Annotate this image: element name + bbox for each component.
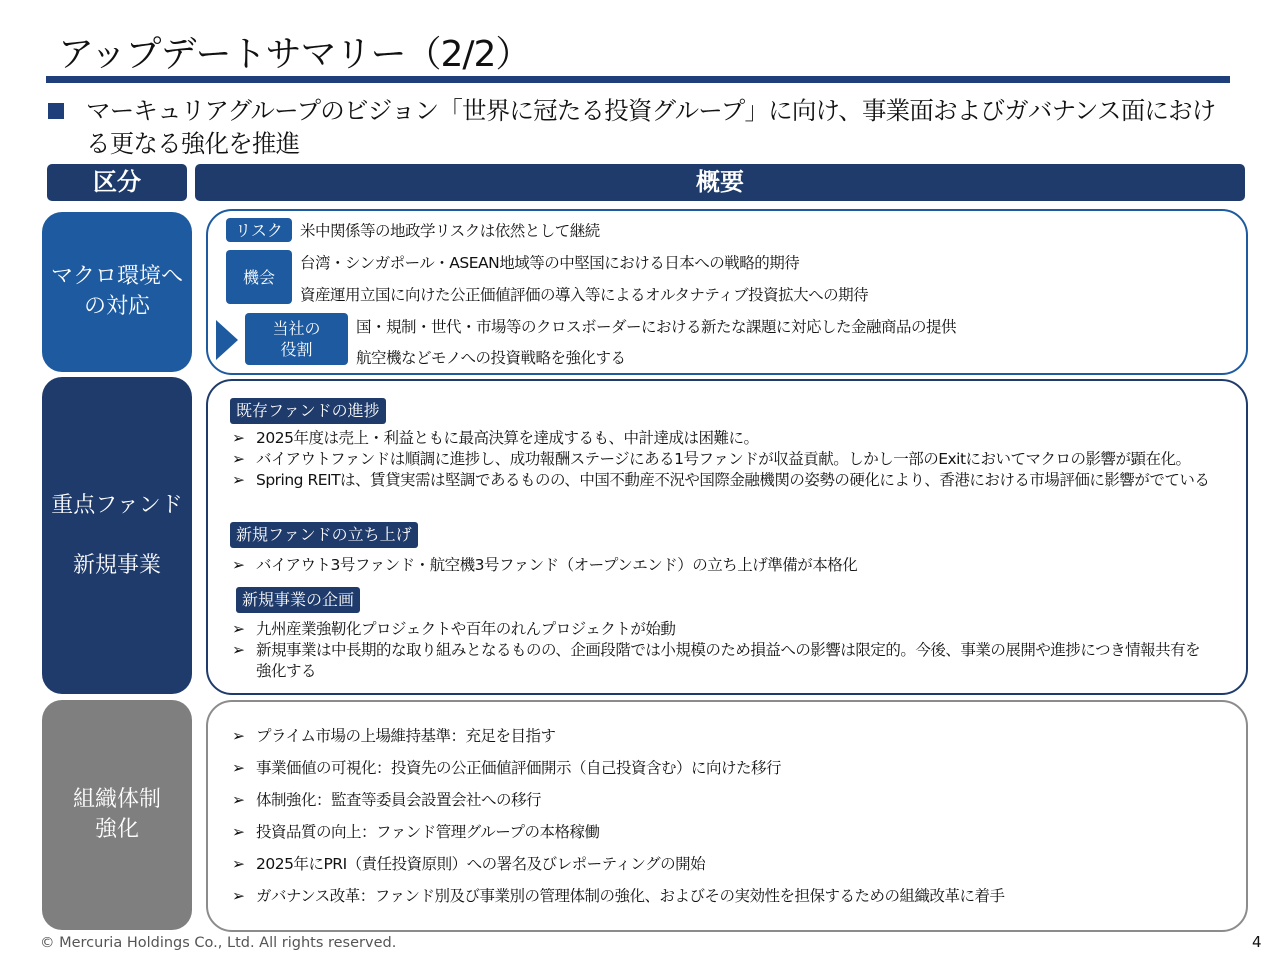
category-org-line2: 強化 (94, 817, 139, 842)
list-item: ➢ プライム市場の上場維持基準：充足を目指す (232, 727, 556, 745)
arrow-bullet-icon: ➢ (232, 759, 245, 777)
opportunity-tag: 機会 (226, 250, 292, 304)
list-item: ➢ バイアウトファンドは順調に進捗し、成功報酬ステージにある1号ファンドが収益貢献。しかし一部のExitにおいてマクロの影響が顕在化。 (232, 450, 1191, 468)
risk-tag: リスク (226, 218, 292, 242)
list-item: ➢ 九州産業強靭化プロジェクトや百年のれんプロジェクトが始動 (232, 620, 676, 638)
category-org-line1: 組織体制 (72, 787, 161, 812)
arrow-bullet-icon: ➢ (232, 823, 245, 841)
fund-section-tag: 既存ファンドの進捗 (230, 398, 386, 424)
category-fund-line2: 新規事業 (72, 552, 161, 578)
role-item: 航空機などモノへの投資戦略を強化する (356, 349, 626, 367)
arrow-bullet-icon: ➢ (232, 429, 245, 447)
fund-section-tag: 新規ファンドの立ち上げ (230, 522, 418, 548)
list-item: ➢ 事業価値の可視化：投資先の公正価値評価開示（自己投資含む）に向けた移行 (232, 759, 782, 777)
opportunity-item: 台湾・シンガポール・ASEAN地域等の中堅国における日本への戦略的期待 (300, 254, 800, 272)
list-item: ➢ 2025年にPRI（責任投資原則）への署名及びレポーティングの開始 (232, 855, 706, 873)
list-item: ➢ 体制強化：監査等委員会設置会社への移行 (232, 791, 542, 809)
arrow-bullet-icon: ➢ (232, 556, 245, 574)
triangle-arrow-icon (216, 320, 238, 360)
list-item: ➢ 新規事業は中長期的な取り組みとなるものの、企画段階では小規模のため損益への影響は限定的。今後、事業の展開や進捗につき情報共有を強化する (232, 641, 1201, 680)
list-item: ➢ 投資品質の向上：ファンド管理グループの本格稼働 (232, 823, 600, 841)
list-item: ➢ Spring REITは、賃貸実需は堅調であるものの、中国不動産不況や国際金融機関の姿勢の硬化により、香港における市場評価に影響がでている (232, 471, 1210, 489)
arrow-bullet-icon: ➢ (232, 855, 245, 873)
square-bullet-icon (48, 103, 64, 119)
arrow-bullet-icon: ➢ (232, 791, 245, 809)
risk-text: 米中関係等の地政学リスクは依然として継続 (300, 222, 600, 240)
category-macro-line2: の対応 (83, 294, 150, 319)
lead-statement: マーキュリアグループのビジョン「世界に冠たる投資グループ」に向け、事業面およびガバナンス面における更なる強化を推進 (86, 96, 1216, 158)
page-number: 4 (1252, 933, 1262, 951)
arrow-bullet-icon: ➢ (232, 727, 245, 745)
category-org (42, 700, 192, 930)
title-divider (46, 76, 1230, 83)
arrow-bullet-icon: ➢ (232, 620, 245, 638)
opportunity-item: 資産運用立国に向けた公正価値評価の導入等によるオルタナティブ投資拡大への期待 (300, 286, 869, 304)
list-item: ➢ 2025年度は売上・利益ともに最高決算を達成するも、中計達成は困難に。 (232, 429, 759, 447)
role-tag (245, 313, 348, 365)
role-tag-line2: 役割 (280, 340, 313, 359)
copyright-footer: © Mercuria Holdings Co., Ltd. All rights reserved. (40, 935, 397, 951)
arrow-bullet-icon: ➢ (232, 641, 245, 659)
arrow-bullet-icon: ➢ (232, 887, 245, 905)
header-category: 区分 (47, 164, 187, 201)
fund-section-tag: 新規事業の企画 (236, 587, 360, 613)
list-item: ➢ バイアウト3号ファンド・航空機3号ファンド（オープンエンド）の立ち上げ準備が本格化 (232, 556, 858, 574)
role-item: 国・規制・世代・市場等のクロスボーダーにおける新たな課題に対応した金融商品の提供 (356, 318, 957, 336)
category-macro (42, 212, 192, 372)
role-tag-line1: 当社の (272, 319, 321, 338)
category-fund (42, 377, 192, 694)
arrow-bullet-icon: ➢ (232, 450, 245, 468)
header-summary: 概要 (195, 164, 1245, 201)
list-item: ➢ ガバナンス改革：ファンド別及び事業別の管理体制の強化、およびその実効性を担保するための組織改革に着手 (232, 887, 1005, 905)
page-title: アップデートサマリー（2/2） (58, 34, 531, 75)
category-fund-line1: 重点ファンド (51, 492, 183, 518)
arrow-bullet-icon: ➢ (232, 471, 245, 489)
category-macro-line1: マクロ環境へ (50, 264, 183, 289)
